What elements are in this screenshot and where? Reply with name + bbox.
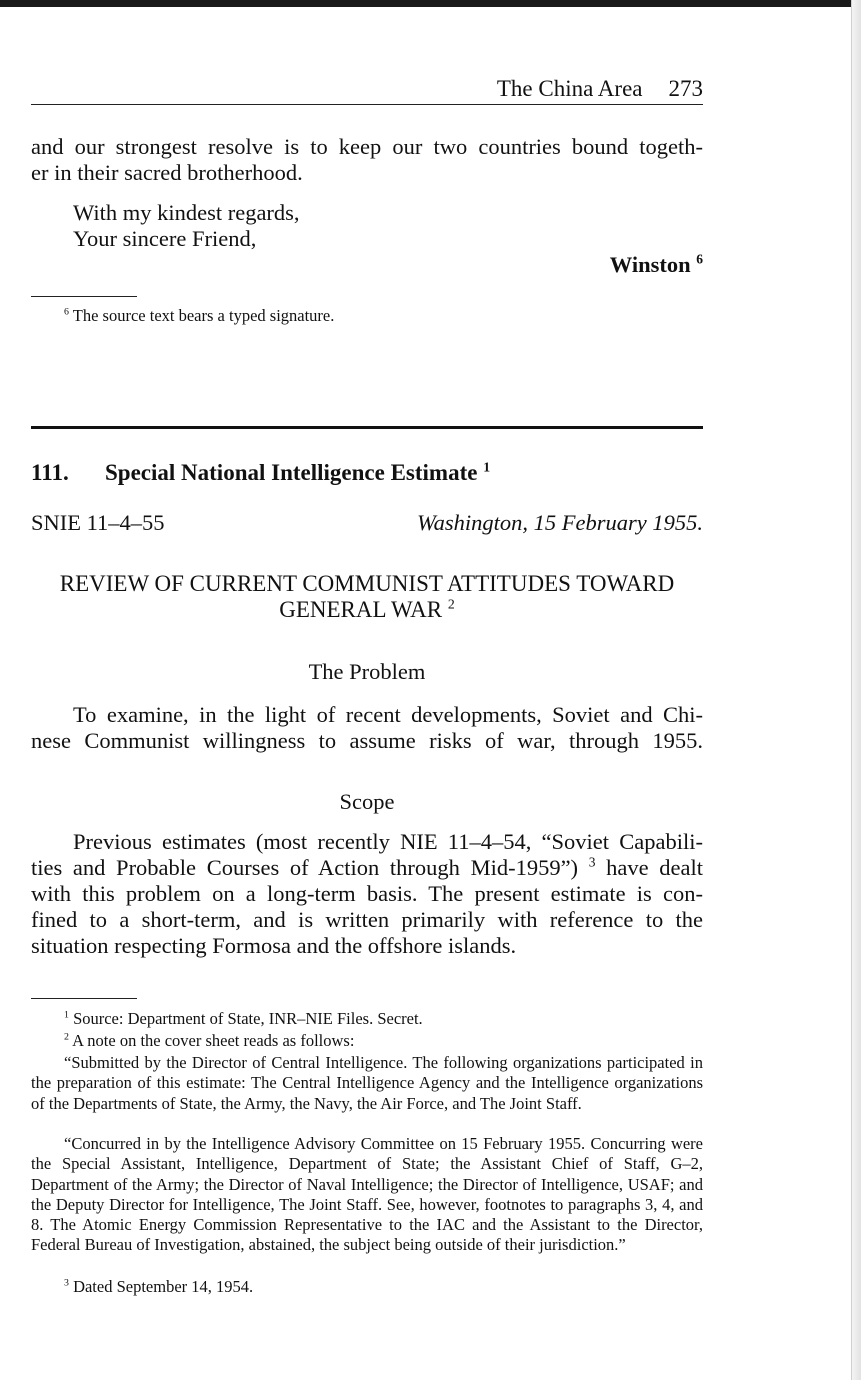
problem-line: To examine, in the light of recent developments, Soviet and Chi-	[73, 702, 703, 727]
document-title: Special National Intelligence Estimate	[105, 460, 478, 485]
scope-line: fined to a short-term, and is written primarily with reference to the	[31, 907, 703, 932]
footnote-text: Source: Department of State, INR–NIE Files. Secret.	[73, 1009, 423, 1028]
signature	[31, 252, 703, 278]
signature-name: Winston	[609, 252, 691, 277]
chapter-title: The China Area	[496, 76, 643, 101]
document-id-row	[31, 510, 703, 536]
section-divider	[31, 426, 703, 429]
document-title-wrap	[105, 460, 490, 486]
letter-line: er in their sacred brotherhood.	[31, 160, 303, 185]
document-heading-line	[31, 597, 703, 623]
section-heading: The Problem	[308, 659, 426, 684]
footnote-divider	[31, 998, 137, 999]
document-number: 111.	[31, 460, 69, 485]
footnote-2-paragraph: “Submitted by the Director of Central Intelligence. The following organizations participated in the preparation of this estimate: The Central Intelligence Agency and the Intelligence organizations of the Departments of State, the Army, the Navy, the Air Force, and The Joint Staff.	[31, 1053, 703, 1113]
footnote-ref: 6	[696, 251, 703, 267]
page-number: 273	[668, 76, 703, 101]
document-heading-line: REVIEW OF CURRENT COMMUNIST ATTITUDES TOWARD	[59, 571, 675, 596]
footnote-ref: 3	[588, 854, 596, 870]
footnote-1	[64, 1009, 704, 1029]
scope-text: have dealt	[606, 855, 704, 880]
document-id: SNIE 11–4–55	[31, 510, 165, 535]
document-title-row	[31, 460, 703, 486]
place-date: Washington, 15 February 1955.	[416, 510, 703, 535]
footnote-2-paragraph: “Concurred in by the Intelligence Advisory Committee on 15 February 1955. Concurring were the Special Assistant, Intelligence, Department of State; the Assistant Chief of Staff, G–2, Department of the Army; the Director of Naval Intelligence; the Director of Intelligence, USAF; and the Deputy Director for Intelligence, The Joint Staff. See, however, footnotes to paragraphs 3, 4, and 8. The Atomic Energy Commission Representative to the IAC and the Assistant to the Director, Federal Bureau of Investigation, abstained, the subject being outside of their jurisdiction.”	[31, 1134, 703, 1255]
letter-line: and our strongest resolve is to keep our two countries bound togeth-	[31, 134, 703, 159]
scan-right-edge	[851, 0, 861, 1380]
section-heading: Scope	[339, 789, 395, 814]
running-head	[31, 76, 703, 105]
footnote-marker: 6	[64, 306, 69, 318]
scope-line: situation respecting Formosa and the offshore islands.	[31, 933, 517, 958]
scope-line: Previous estimates (most recently NIE 11–4–54, “Soviet Capabili-	[73, 829, 703, 854]
footnote-3	[64, 1277, 704, 1297]
footnote-marker: 1	[64, 1009, 69, 1021]
footnote-text: A note on the cover sheet reads as follows:	[72, 1031, 355, 1050]
footnote-marker: 2	[64, 1031, 69, 1043]
footnote-divider	[31, 296, 137, 297]
footnote-marker: 3	[64, 1277, 69, 1289]
scope-text: ties and Probable Courses of Action through Mid-1959”)	[31, 855, 579, 880]
problem-line: nese Communist willingness to assume risks of war, through 1955.	[31, 728, 703, 753]
footnote-text: Dated September 14, 1954.	[73, 1277, 254, 1296]
scope-line: with this problem on a long-term basis. The present estimate is con-	[31, 881, 703, 906]
footnote-text: The source text bears a typed signature.	[72, 306, 335, 325]
footnote-ref: 1	[483, 459, 491, 475]
letter-closing: With my kindest regards,	[73, 200, 300, 225]
footnote-2	[64, 1031, 704, 1051]
footnote-ref: 2	[447, 596, 455, 612]
letter-closing: Your sincere Friend,	[73, 226, 257, 251]
document-heading-text: GENERAL WAR	[279, 597, 443, 622]
scope-line	[31, 855, 703, 881]
footnote-6	[64, 306, 704, 326]
scan-top-border	[0, 0, 861, 7]
